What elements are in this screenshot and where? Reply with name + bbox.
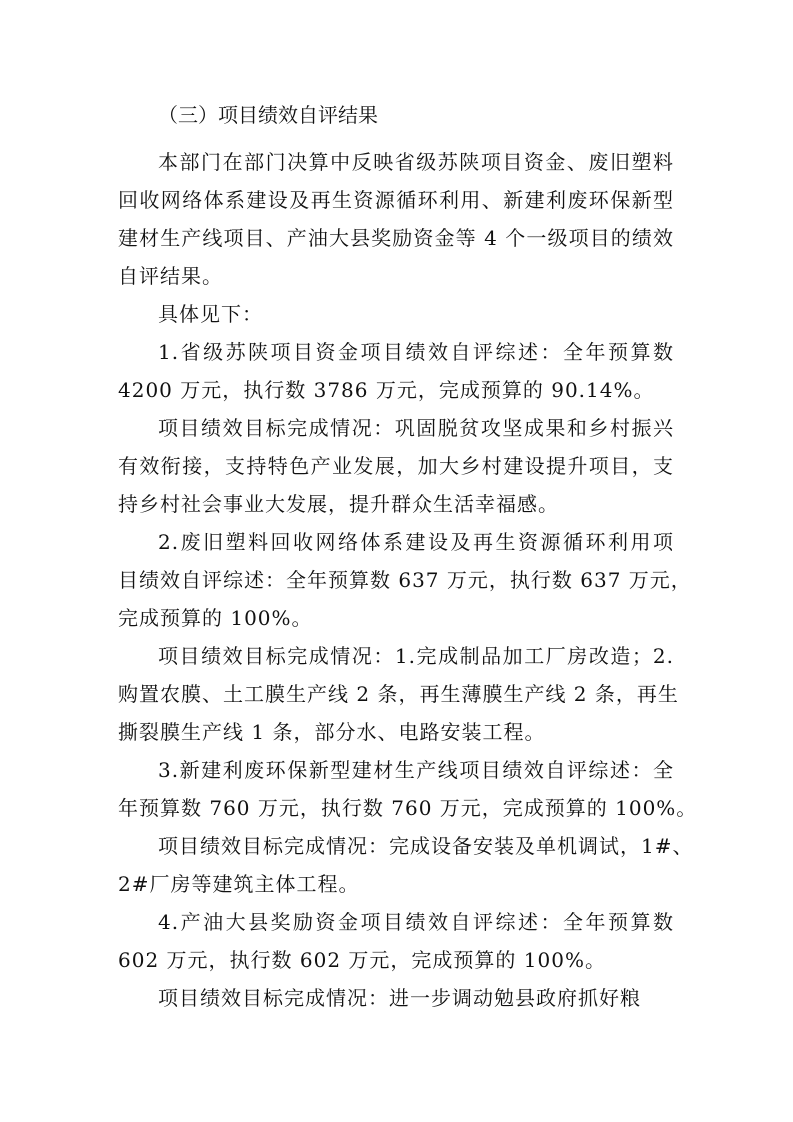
paragraph — [118, 143, 674, 295]
paragraph-line: 购置农膜、土工膜生产线 2 条，再生薄膜生产线 2 条，再生 — [118, 682, 679, 706]
paragraph-line: 4200 万元，执行数 3786 万元，完成预算的 90.14%。 — [118, 378, 655, 402]
paragraph — [118, 409, 674, 523]
paragraph-line: 项目绩效目标完成情况：巩固脱贫攻坚成果和乡村振兴 — [158, 416, 674, 440]
paragraph-line: 完成预算的 100%。 — [118, 606, 313, 630]
paragraph-line: 自评结果。 — [118, 264, 223, 288]
paragraph — [118, 637, 679, 751]
paragraph-line: 项目绩效目标完成情况：1.完成制品加工厂房改造；2. — [158, 644, 674, 668]
paragraph — [118, 827, 694, 903]
paragraph-line: 年预算数 760 万元，执行数 760 万元，完成预算的 100%。 — [118, 796, 698, 820]
paragraph-line: 本部门在部门决算中反映省级苏陕项目资金、废旧塑料 — [158, 150, 674, 174]
paragraph-line: 1.省级苏陕项目资金项目绩效自评综述：全年预算数 — [158, 340, 674, 364]
paragraph-line: 3.新建利废环保新型建材生产线项目绩效自评综述：全 — [158, 758, 674, 782]
section-heading: （三）项目绩效自评结果 — [158, 103, 378, 127]
paragraph-line: 有效衔接，支持特色产业发展，加大乡村建设提升项目，支 — [118, 454, 674, 478]
paragraph — [118, 295, 674, 333]
paragraph-line: 撕裂膜生产线 1 条，部分水、电路安装工程。 — [118, 720, 546, 744]
document-body — [118, 98, 698, 1017]
paragraph — [118, 979, 674, 1017]
paragraph-line: 2#厂房等建筑主体工程。 — [118, 872, 360, 896]
paragraph-line: 602 万元，执行数 602 万元，完成预算的 100%。 — [118, 948, 606, 972]
paragraph-line: 建材生产线项目、产油大县奖励资金等 4 个一级项目的绩效 — [118, 226, 674, 250]
paragraph — [118, 333, 674, 409]
paragraph — [118, 523, 692, 637]
paragraph-line: 2.废旧塑料回收网络体系建设及再生资源循环利用项 — [158, 530, 674, 554]
paragraph — [118, 903, 674, 979]
paragraph-line: 项目绩效目标完成情况：完成设备安装及单机调试，1#、 — [158, 834, 694, 858]
paragraph-line: 目绩效自评综述：全年预算数 637 万元，执行数 637 万元， — [118, 568, 692, 592]
paragraph-line: 具体见下： — [158, 302, 263, 326]
paragraph — [118, 751, 698, 827]
paragraph-line: 项目绩效目标完成情况：进一步调动勉县政府抓好粮 — [158, 986, 641, 1010]
paragraph-line: 持乡村社会事业大发展，提升群众生活幸福感。 — [118, 492, 559, 516]
paragraph-line: 4.产油大县奖励资金项目绩效自评综述：全年预算数 — [158, 910, 674, 934]
paragraph-line: 回收网络体系建设及再生资源循环利用、新建利废环保新型 — [118, 188, 674, 212]
paragraph-list — [118, 143, 698, 1017]
